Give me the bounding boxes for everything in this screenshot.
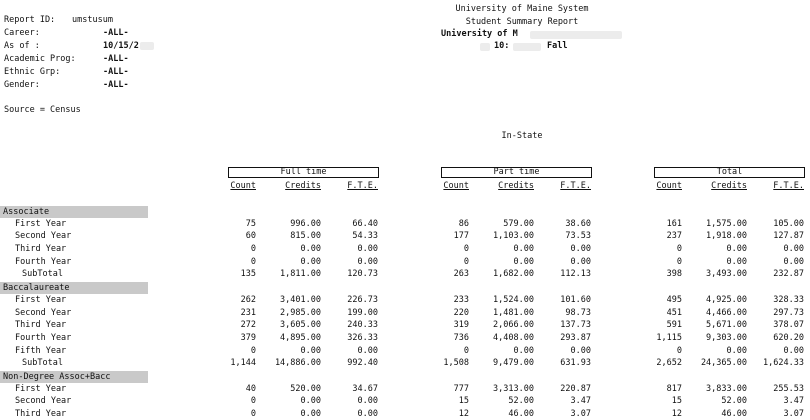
table-cell: 46.00 [508, 409, 534, 419]
table-cell: 1,624.33 [763, 358, 804, 368]
group-label: Full time [280, 167, 327, 177]
table-cell: 631.93 [560, 358, 591, 368]
table-cell: 1,103.00 [493, 231, 534, 241]
table-cell: 0.00 [726, 244, 747, 254]
table-cell: 120.73 [347, 269, 378, 279]
table-cell: 38.60 [565, 219, 591, 229]
table-cell: 0.00 [300, 409, 321, 419]
table-cell: 0.00 [300, 244, 321, 254]
table-cell: 101.60 [560, 295, 591, 305]
table-cell: 328.33 [773, 295, 804, 305]
table-cell: 0.00 [570, 244, 591, 254]
column-header-credits: Credits [498, 181, 534, 191]
term-name: Fall [547, 41, 568, 51]
table-cell: 0.00 [513, 257, 534, 267]
table-cell: 3,493.00 [706, 269, 747, 279]
row-label: Third Year [15, 244, 67, 254]
param-value-gender: -ALL- [103, 80, 129, 90]
table-cell: 378.07 [773, 320, 804, 330]
table-cell: 0.00 [726, 257, 747, 267]
table-cell: 73.53 [565, 231, 591, 241]
section-header [0, 282, 148, 294]
table-cell: 0 [676, 257, 682, 267]
row-label: Second Year [15, 231, 72, 241]
group-header-full-time [228, 167, 379, 178]
column-header-count: Count [443, 181, 469, 191]
table-cell: 0.00 [357, 346, 378, 356]
table-cell: 24,365.00 [700, 358, 747, 368]
table-cell: 263 [453, 269, 469, 279]
table-cell: 379 [240, 333, 256, 343]
param-value-as-of: 10/15/2 [103, 41, 139, 51]
redaction [480, 43, 490, 51]
row-label: Third Year [15, 320, 67, 330]
table-cell: 255.53 [773, 384, 804, 394]
table-cell: 0 [676, 244, 682, 254]
group-header-part-time [441, 167, 592, 178]
table-cell: 237 [666, 231, 682, 241]
table-cell: 5,671.00 [706, 320, 747, 330]
table-cell: 3,313.00 [493, 384, 534, 394]
table-cell: 398 [666, 269, 682, 279]
table-cell: 2,066.00 [493, 320, 534, 330]
table-cell: 4,466.00 [706, 308, 747, 318]
report-id-value: umstusum [72, 15, 113, 25]
table-cell: 591 [666, 320, 682, 330]
table-cell: 75 [245, 219, 256, 229]
table-cell: 1,524.00 [493, 295, 534, 305]
table-cell: 220.87 [560, 384, 591, 394]
row-label: First Year [15, 295, 67, 305]
table-cell: 620.20 [773, 333, 804, 343]
section-title: Associate [3, 207, 50, 217]
table-cell: 137.73 [560, 320, 591, 330]
row-label: First Year [15, 219, 67, 229]
table-cell: 0.00 [513, 244, 534, 254]
table-cell: 0.00 [357, 257, 378, 267]
table-cell: 1,682.00 [493, 269, 534, 279]
table-cell: 52.00 [508, 396, 534, 406]
table-cell: 220 [453, 308, 469, 318]
table-cell: 4,925.00 [706, 295, 747, 305]
table-cell: 0.00 [783, 244, 804, 254]
table-cell: 0 [463, 244, 469, 254]
row-label: Second Year [15, 396, 72, 406]
column-header-credits: Credits [711, 181, 747, 191]
table-cell: 0.00 [726, 346, 747, 356]
table-cell: 112.13 [560, 269, 591, 279]
table-cell: 520.00 [290, 384, 321, 394]
table-cell: 0 [250, 257, 256, 267]
table-cell: 9,303.00 [706, 333, 747, 343]
table-cell: 199.00 [347, 308, 378, 318]
redaction [140, 42, 154, 50]
table-cell: 52.00 [721, 396, 747, 406]
table-cell: 240.33 [347, 320, 378, 330]
table-cell: 736 [453, 333, 469, 343]
param-value-ethnic-grp: -ALL- [103, 67, 129, 77]
table-cell: 0.00 [783, 257, 804, 267]
column-header-fte: F.T.E. [560, 181, 591, 191]
table-cell: 3,833.00 [706, 384, 747, 394]
column-header-fte: F.T.E. [773, 181, 804, 191]
table-cell: 272 [240, 320, 256, 330]
table-cell: 319 [453, 320, 469, 330]
term-prefix: 10: [494, 41, 510, 51]
table-cell: 231 [240, 308, 256, 318]
table-cell: 60 [245, 231, 256, 241]
table-cell: 15 [671, 396, 682, 406]
table-cell: 579.00 [503, 219, 534, 229]
table-cell: 2,985.00 [280, 308, 321, 318]
param-label-career: Career: [4, 28, 40, 38]
table-cell: 12 [458, 409, 469, 419]
table-cell: 135 [240, 269, 256, 279]
table-cell: 815.00 [290, 231, 321, 241]
table-cell: 3.47 [570, 396, 591, 406]
table-cell: 0.00 [357, 396, 378, 406]
table-cell: 177 [453, 231, 469, 241]
table-cell: 14,886.00 [274, 358, 321, 368]
table-cell: 0 [676, 346, 682, 356]
section-header [0, 371, 148, 383]
table-cell: 2,652 [656, 358, 682, 368]
table-cell: 1,144 [230, 358, 256, 368]
table-cell: 127.87 [773, 231, 804, 241]
table-cell: 1,508 [443, 358, 469, 368]
table-cell: 293.87 [560, 333, 591, 343]
table-cell: 817 [666, 384, 682, 394]
table-cell: 9,479.00 [493, 358, 534, 368]
column-header-fte: F.T.E. [347, 181, 378, 191]
table-cell: 0.00 [513, 346, 534, 356]
table-cell: 0.00 [570, 257, 591, 267]
param-label-academic-prog: Academic Prog: [4, 54, 76, 64]
table-cell: 3,401.00 [280, 295, 321, 305]
redaction [513, 43, 541, 51]
group-label: Part time [493, 167, 540, 177]
table-cell: 0.00 [357, 244, 378, 254]
report-id-label: Report ID: [4, 15, 56, 25]
table-cell: 1,811.00 [280, 269, 321, 279]
row-label: Third Year [15, 409, 67, 419]
column-header-credits: Credits [285, 181, 321, 191]
group-header-total [654, 167, 805, 178]
column-header-count: Count [230, 181, 256, 191]
param-label-as-of: As of : [4, 41, 40, 51]
table-cell: 40 [245, 384, 256, 394]
row-label: Fourth Year [15, 257, 72, 267]
table-cell: 996.00 [290, 219, 321, 229]
table-cell: 0.00 [300, 257, 321, 267]
table-cell: 0.00 [300, 346, 321, 356]
table-cell: 451 [666, 308, 682, 318]
param-label-ethnic-grp: Ethnic Grp: [4, 67, 61, 77]
table-cell: 297.73 [773, 308, 804, 318]
table-cell: 34.67 [352, 384, 378, 394]
table-cell: 86 [458, 219, 469, 229]
table-cell: 0.00 [783, 346, 804, 356]
table-cell: 992.40 [347, 358, 378, 368]
table-cell: 777 [453, 384, 469, 394]
section-title: Baccalaureate [3, 283, 70, 293]
table-cell: 12 [671, 409, 682, 419]
table-cell: 226.73 [347, 295, 378, 305]
institution-name: University of M [441, 29, 518, 39]
table-cell: 232.87 [773, 269, 804, 279]
table-cell: 1,115 [656, 333, 682, 343]
table-cell: 15 [458, 396, 469, 406]
table-cell: 161 [666, 219, 682, 229]
table-cell: 3,605.00 [280, 320, 321, 330]
row-label: Fifth Year [15, 346, 67, 356]
table-cell: 0.00 [570, 346, 591, 356]
table-cell: 98.73 [565, 308, 591, 318]
param-label-gender: Gender: [4, 80, 40, 90]
table-cell: 0 [250, 244, 256, 254]
report-title: Student Summary Report [465, 17, 579, 27]
table-cell: 495 [666, 295, 682, 305]
table-cell: 0.00 [300, 396, 321, 406]
table-cell: 0 [250, 409, 256, 419]
row-label: Fourth Year [15, 333, 72, 343]
row-label: Second Year [15, 308, 72, 318]
param-value-career: -ALL- [103, 28, 129, 38]
table-cell: 0.00 [357, 409, 378, 419]
table-cell: 1,918.00 [706, 231, 747, 241]
table-cell: 46.00 [721, 409, 747, 419]
section-title: Non-Degree Assoc+Bacc [3, 372, 111, 382]
table-cell: 262 [240, 295, 256, 305]
table-cell: 4,895.00 [280, 333, 321, 343]
group-label: Total [716, 167, 743, 177]
table-cell: 0 [250, 346, 256, 356]
table-cell: 0 [463, 257, 469, 267]
residency-label: In-State [501, 131, 543, 141]
subtotal-label: SubTotal [22, 358, 63, 368]
row-label: First Year [15, 384, 67, 394]
table-cell: 3.07 [570, 409, 591, 419]
table-cell: 4,408.00 [493, 333, 534, 343]
source-note: Source = Census [4, 105, 81, 115]
table-cell: 326.33 [347, 333, 378, 343]
table-cell: 54.33 [352, 231, 378, 241]
subtotal-label: SubTotal [22, 269, 63, 279]
table-cell: 233 [453, 295, 469, 305]
section-header [0, 206, 148, 218]
system-title: University of Maine System [455, 4, 589, 14]
param-value-academic-prog: -ALL- [103, 54, 129, 64]
table-cell: 1,481.00 [493, 308, 534, 318]
table-cell: 3.07 [783, 409, 804, 419]
table-cell: 0 [250, 396, 256, 406]
table-cell: 1,575.00 [706, 219, 747, 229]
redaction [530, 31, 622, 39]
table-cell: 66.40 [352, 219, 378, 229]
column-header-count: Count [656, 181, 682, 191]
table-cell: 3.47 [783, 396, 804, 406]
table-cell: 105.00 [773, 219, 804, 229]
table-cell: 0 [463, 346, 469, 356]
